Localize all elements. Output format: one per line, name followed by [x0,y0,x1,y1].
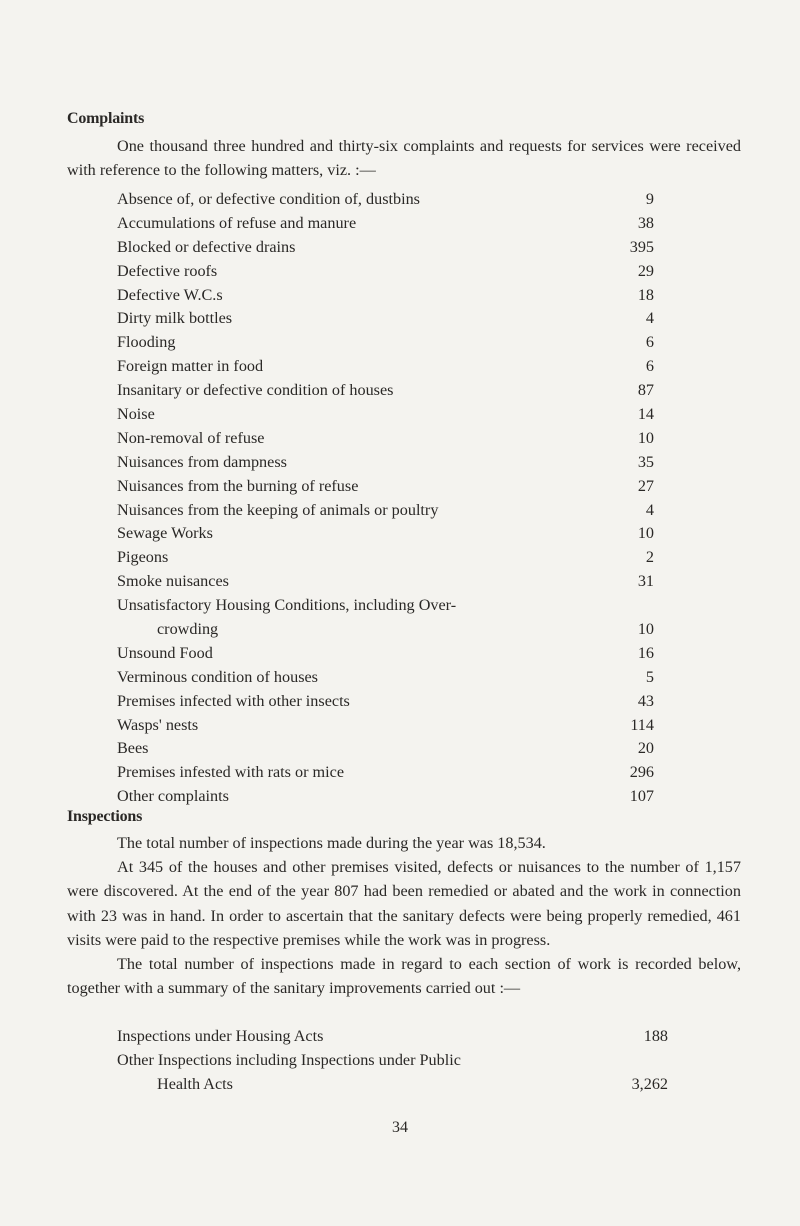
item-value: 6 [645,333,654,352]
list-item [117,403,654,427]
list-item [117,307,654,331]
item-label: Insanitary or defective condition of houses [117,381,394,400]
complaints-heading: Complaints [67,110,145,127]
list-item [117,379,654,403]
item-value: 38 [637,213,654,232]
item-value: 114 [630,715,654,734]
item-value: 2 [645,548,654,567]
inspections-paragraph: The total number of inspections made during the year was 18,534. [117,834,546,852]
list-item [117,618,654,642]
item-label: Defective W.C.s [117,285,223,304]
item-value: 29 [637,261,654,280]
inspection-summary-list [117,1025,668,1097]
list-item [117,690,654,714]
item-label: Bees [117,739,149,758]
inspections-paragraph: At 345 of the houses and other premises visited, defects or nuisances to the number of 1,157 were discovered. At the end of the year 807 had been remedied or abated and the work in connection with 23 was in hand. In order to ascertain that the sanitary defects were being properly remedied, 461 visits were paid to the respective premises while the work was in progress. [67,858,741,949]
item-value: 35 [637,452,654,471]
list-item [117,427,654,451]
item-label: Verminous condition of houses [117,667,318,686]
item-value: 107 [629,787,654,806]
item-label: Inspections under Housing Acts [117,1027,324,1045]
item-label: Accumulations of refuse and manure [117,213,357,232]
list-item [117,475,654,499]
item-label: Noise [117,405,155,424]
item-label: Smoke nuisances [117,572,229,591]
item-value: 395 [629,237,654,256]
item-label: Nuisances from the burning of refuse [117,476,359,495]
item-label: Non-removal of refuse [117,428,265,447]
item-value: 27 [637,476,654,495]
complaints-intro-paragraph: One thousand three hundred and thirty-six complaints and requests for services were received with reference to the following matters, viz. :— [67,137,741,180]
inspections-heading: Inspections [67,808,143,825]
item-label: crowding [157,620,219,639]
item-label: Dirty milk bottles [117,309,233,328]
list-item [117,451,654,475]
list-item [117,331,654,355]
list-item [117,1049,654,1073]
item-value: 5 [645,667,654,686]
page-number: 34 [392,1119,408,1136]
list-item [117,570,654,594]
item-label: Premises infected with other insects [117,691,350,710]
list-item [117,714,654,738]
list-item [117,594,654,618]
item-label: Health Acts [157,1074,233,1093]
item-label: Pigeons [117,548,169,567]
item-label: Blocked or defective drains [117,237,296,256]
item-value: 3,262 [631,1074,668,1093]
item-value: 9 [645,190,654,208]
item-value: 87 [637,381,654,400]
item-value: 18 [637,285,654,304]
item-label: Unsound Food [117,643,213,662]
item-label: Absence of, or defective condition of, dustbins [117,190,420,208]
item-value: 6 [645,357,654,376]
item-label: Defective roofs [117,261,218,280]
item-label: Other complaints [117,787,229,806]
item-label: Nuisances from dampness [117,452,287,471]
item-label: Flooding [117,333,176,352]
complaints-list [117,188,654,809]
item-value: 4 [645,309,654,328]
list-item [117,761,654,785]
list-item [117,236,654,260]
list-item [117,666,654,690]
list-item [117,1073,668,1097]
list-item [117,188,654,212]
item-value: 16 [637,643,654,662]
list-item [117,642,654,666]
list-item [117,737,654,761]
list-item [117,499,654,523]
list-item [117,212,654,236]
item-value: 10 [637,524,654,543]
item-label: Premises infested with rats or mice [117,763,345,782]
inspections-paragraph: The total number of inspections made in regard to each section of work is recorded below, together with a summary of the sanitary improvements carried out :— [67,955,741,998]
item-value: 4 [645,500,654,519]
item-value: 20 [637,739,654,758]
list-item [117,546,654,570]
item-value: 188 [643,1027,668,1045]
item-value: 10 [637,620,654,639]
list-item [117,355,654,379]
item-label: Sewage Works [117,524,213,543]
item-value: 31 [637,572,654,591]
list-item [117,522,654,546]
item-label: Nuisances from the keeping of animals or poultry [117,500,439,519]
item-label: Wasps' nests [117,715,199,734]
item-value: 14 [637,405,654,424]
item-label: Foreign matter in food [117,357,264,376]
item-label: Unsatisfactory Housing Conditions, including Over- [117,596,457,615]
item-value: 10 [637,428,654,447]
item-value: 43 [637,691,654,710]
list-item [117,260,654,284]
list-item [117,1025,668,1049]
item-value: 296 [629,763,654,782]
list-item [117,284,654,308]
list-item [117,785,654,809]
item-label: Other Inspections including Inspections under Public [117,1050,461,1069]
